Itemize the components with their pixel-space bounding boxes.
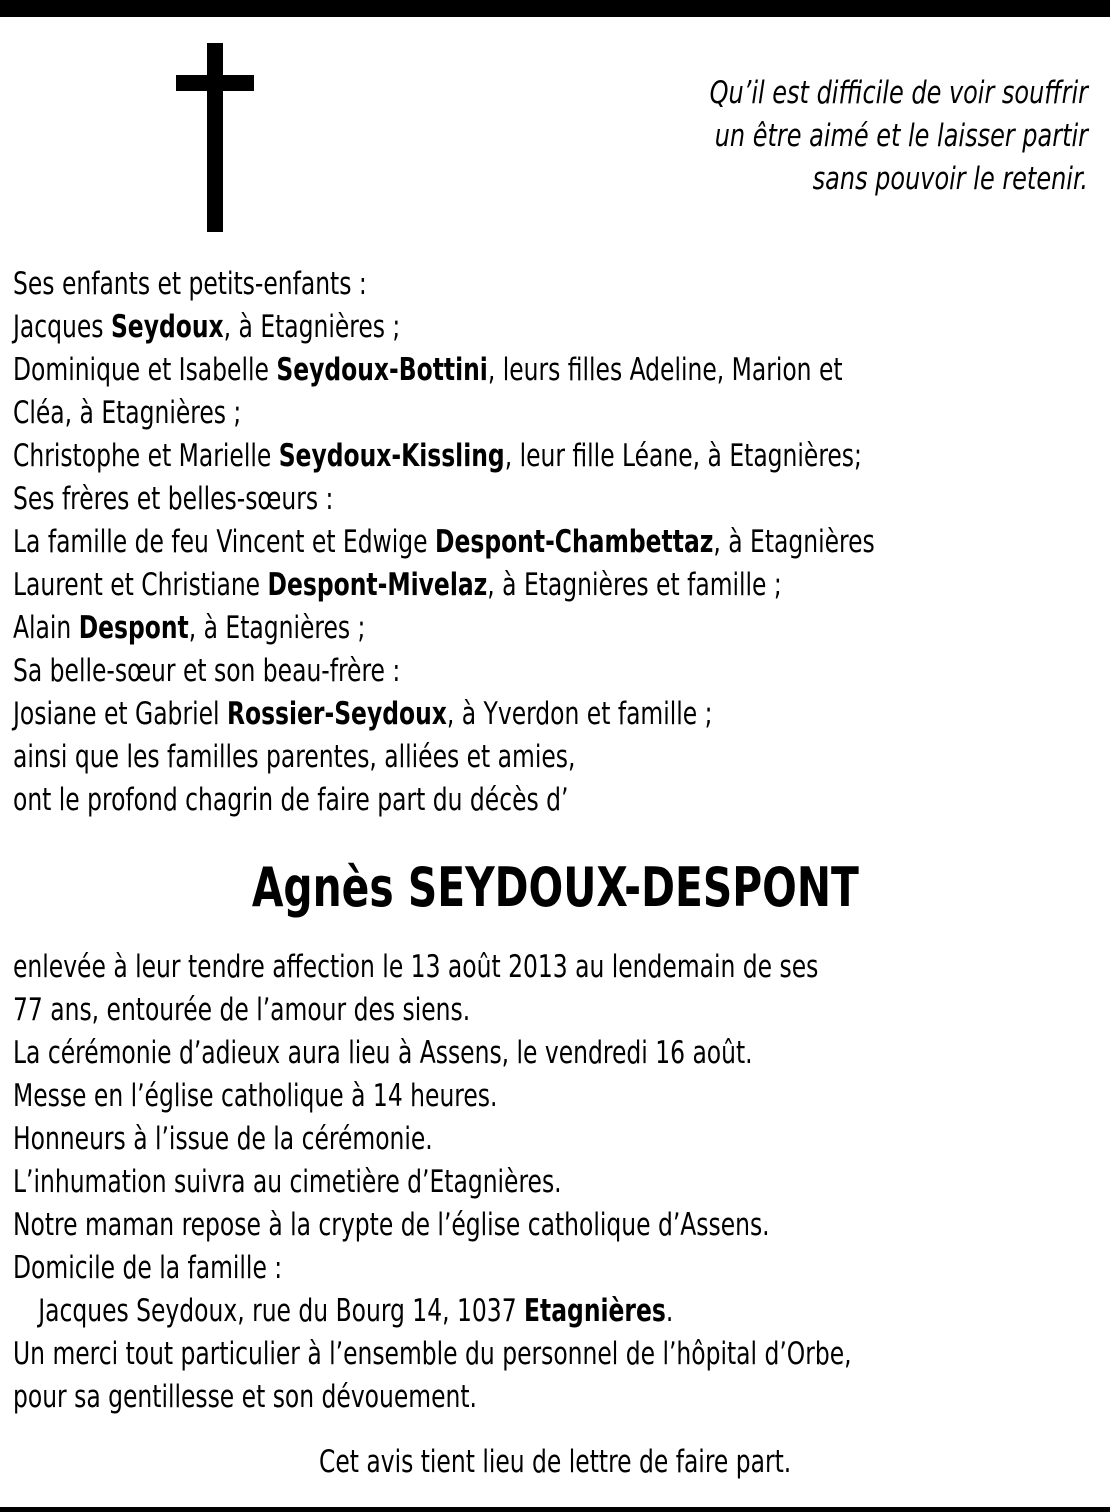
detail-line: La cérémonie d’adieux aura lieu à Assens, le vendredi 16 août. — [13, 1035, 753, 1071]
detail-line: enlevée à leur tendre affection le 13 août 2013 au lendemain de ses — [13, 949, 819, 985]
text: , à Etagnières — [713, 524, 875, 560]
text: Laurent et Christiane — [13, 567, 268, 603]
quote-line: Qu’il est difficile de voir souffrir — [709, 75, 1088, 111]
cross-horizontal-bar — [176, 75, 254, 91]
text: Alain — [13, 610, 79, 646]
surname: Despont — [78, 610, 189, 646]
family-line — [13, 607, 875, 650]
text: , leur fille Léane, à Etagnières; — [504, 438, 862, 474]
family-line: ont le profond chagrin de faire part du décès d’ — [13, 782, 569, 818]
ceremony-details — [13, 946, 852, 1419]
text: Jacques Seydoux, rue du Bourg 14, 1037 — [38, 1293, 525, 1329]
domicile-address — [13, 1290, 852, 1333]
family-line: Cléa, à Etagnières ; — [13, 395, 242, 431]
domicile-header: Domicile de la famille : — [13, 1250, 283, 1286]
family-line — [13, 521, 875, 564]
inlaws-header: Sa belle-sœur et son beau-frère : — [13, 653, 401, 689]
text: Christophe et Marielle — [13, 438, 279, 474]
family-line — [13, 693, 875, 736]
surname: Rossier-Seydoux — [226, 696, 447, 732]
family-line — [13, 564, 875, 607]
surname: Seydoux — [110, 309, 224, 345]
epigraph-quote — [572, 72, 1088, 201]
detail-line: L’inhumation suivra au cimetière d’Etagnières. — [13, 1164, 562, 1200]
text: , à Etagnières ; — [188, 610, 366, 646]
surname: Despont-Chambettaz — [435, 524, 714, 560]
deceased-name-text: Agnès SEYDOUX-DESPONT — [251, 856, 859, 919]
text: Dominique et Isabelle — [13, 352, 277, 388]
bottom-border — [0, 1507, 1110, 1512]
text: Jacques — [13, 309, 111, 345]
surname: Seydoux-Bottini — [276, 352, 488, 388]
detail-line: 77 ans, entourée de l’amour des siens. — [13, 992, 471, 1028]
text: . — [665, 1293, 674, 1329]
text: , leurs filles Adeline, Marion et — [487, 352, 843, 388]
family-line — [13, 435, 875, 478]
text: , à Etagnières ; — [223, 309, 401, 345]
family-list — [13, 263, 875, 822]
detail-line: pour sa gentillesse et son dévouement. — [13, 1379, 477, 1415]
detail-line: Un merci tout particulier à l’ensemble du personnel de l’hôpital d’Orbe, — [13, 1336, 852, 1372]
deceased-name — [0, 853, 1110, 923]
siblings-header: Ses frères et belles-sœurs : — [13, 481, 334, 517]
detail-line: Honneurs à l’issue de la cérémonie. — [13, 1121, 433, 1157]
text: , à Etagnières et famille ; — [487, 567, 782, 603]
top-border — [0, 0, 1110, 17]
surname: Despont-Mivelaz — [267, 567, 488, 603]
closing-text: Cet avis tient lieu de lettre de faire part. — [318, 1444, 792, 1480]
quote-line: un être aimé et le laisser partir — [714, 118, 1088, 154]
text: La famille de feu Vincent et Edwige — [13, 524, 436, 560]
family-line: ainsi que les familles parentes, alliées et amies, — [13, 739, 576, 775]
quote-line: sans pouvoir le retenir. — [812, 161, 1088, 197]
detail-line: Notre maman repose à la crypte de l’église catholique d’Assens. — [13, 1207, 770, 1243]
children-header: Ses enfants et petits-enfants : — [13, 266, 367, 302]
town: Etagnières — [524, 1293, 666, 1329]
detail-line: Messe en l’église catholique à 14 heures. — [13, 1078, 498, 1114]
cross-vertical-bar — [207, 43, 223, 232]
closing-note — [0, 1441, 1110, 1484]
family-line — [13, 306, 875, 349]
surname: Seydoux-Kissling — [278, 438, 505, 474]
text: , à Yverdon et famille ; — [446, 696, 713, 732]
text: Josiane et Gabriel — [13, 696, 227, 732]
family-line — [13, 349, 875, 392]
